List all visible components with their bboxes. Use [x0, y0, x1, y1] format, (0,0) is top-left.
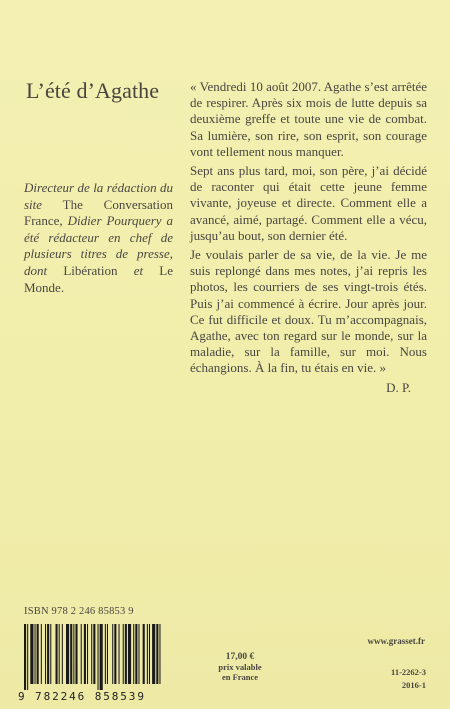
barcode-bar [156, 624, 158, 684]
book-title: L’été d’Agathe [26, 78, 160, 103]
barcode-bar [56, 624, 58, 684]
bio-publication-1: Libération [63, 262, 118, 278]
barcode-bar [123, 624, 124, 684]
signature: D. P. [386, 379, 411, 395]
publisher-url: www.grasset.fr [367, 636, 425, 646]
price-note-1: prix valable [218, 662, 262, 672]
author-bio [24, 180, 173, 296]
barcode-bar [138, 624, 139, 684]
barcode-bar [149, 624, 150, 684]
barcode-bar [24, 624, 26, 690]
catalog-codes [391, 666, 426, 692]
barcode-bar [87, 624, 88, 684]
barcode-graphic [18, 624, 204, 690]
barcode-bar [81, 624, 82, 684]
blurb-paragraph-1: « Vendredi 10 août 2007. Agathe s’est arrêtée de respirer. Après six mois de lutte depuis sa deuxième greffe et toute une vie de combat. Sa lumière, son rire, son esprit, son courage vont tellement nous manquer. [190, 79, 427, 159]
barcode-bar [27, 624, 28, 690]
bio-publication-2: Le Monde. [24, 262, 173, 295]
barcode-bar [66, 624, 69, 684]
barcode-bar [143, 624, 145, 684]
barcode-bar [147, 624, 148, 684]
barcode-bar [152, 624, 155, 684]
barcode-bar [59, 624, 60, 684]
barcode-bar [135, 624, 137, 684]
price-note-2: en France [221, 672, 259, 682]
barcode-bar [70, 624, 72, 684]
barcode-bar [119, 624, 120, 684]
isbn: ISBN 978 2 246 85853 9 [24, 606, 134, 617]
barcode-bar [62, 624, 63, 684]
barcode-digits: 9 782246 858539 [18, 690, 146, 703]
bio-text-3: et [133, 262, 144, 278]
barcode-bar [35, 624, 36, 684]
price-amount: 17,00 € [225, 652, 255, 662]
barcode-bar [45, 624, 46, 684]
catalog-code-1: 11-2262-3 [391, 667, 426, 677]
bio-text-2: Didier Pourquery a été rédacteur en chef de plusieurs titres de presse, dont [24, 213, 173, 278]
barcode-bar [114, 624, 116, 684]
barcode-bar [128, 624, 131, 684]
barcode-bar [105, 624, 106, 684]
barcode-bar [73, 624, 74, 684]
barcode-bar [75, 624, 77, 684]
barcode-bar [41, 624, 42, 684]
barcode-bar [50, 624, 51, 684]
bio-site-name: The Conversation France, [24, 196, 173, 229]
barcode-bar [47, 624, 49, 684]
barcode-bar [93, 624, 95, 684]
price-block [214, 652, 266, 682]
bio-text-1: Directeur de la rédaction du site [24, 180, 173, 212]
barcode-bar [112, 624, 113, 684]
barcode-bar [107, 624, 108, 684]
barcode-bar [159, 624, 160, 684]
blurb-paragraph-2: Sept ans plus tard, moi, son père, j’ai décidé de raconter qui était cette jeune femme vivante, joyeuse et directe. Comment elle a avancé, aimé, partagé. Comment elle a vécu, jusqu’au bout, son dernier été. [190, 163, 427, 243]
barcode-bar [37, 624, 39, 684]
catalog-code-2: 2016-1 [401, 680, 426, 690]
barcode-bar [133, 624, 134, 684]
barcode-bar [98, 624, 99, 690]
barcode-bar [30, 624, 33, 684]
barcode-bar [91, 624, 92, 684]
blurb-paragraph-3: Je voulais parler de sa vie, de la vie. Je me suis replongé dans mes notes, j’ai repris les photos, les courriers de ses vingt-trois étés. Puis j’ai commencé à écrire. Jour après jour. Ce fut difficile et doux. Tu m’accompagnais, Agathe, avec ton regard sur le monde, sur la maladie, sur la famille, sur moi. Nous échangions. À la fin, tu étais en vie. » [190, 247, 427, 376]
blurb [190, 79, 427, 399]
barcode-bar [125, 624, 127, 684]
barcode-bar [84, 624, 86, 684]
barcode-bar [100, 624, 103, 690]
